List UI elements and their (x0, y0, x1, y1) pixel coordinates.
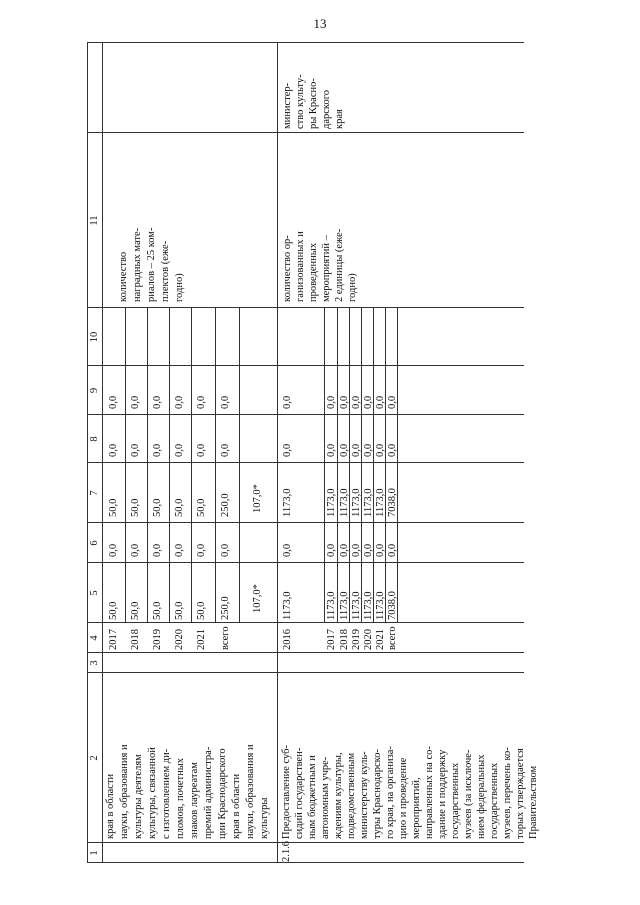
column-rule (87, 562, 524, 563)
subrow-rule (191, 308, 192, 623)
item-description-line: здание и поддержку (437, 749, 448, 839)
value-cell: 0,0 (351, 543, 362, 557)
item-description-line: культуры (259, 797, 270, 839)
column-rule (87, 414, 524, 415)
column-rule (87, 132, 524, 133)
value-cell: 7038,0 (387, 488, 398, 517)
year-cell: 2020 (363, 629, 374, 650)
year-cell: 2017 (108, 629, 119, 650)
rotated-table (87, 43, 539, 863)
value-cell: 7038,0 (387, 591, 398, 620)
subrow-rule (147, 308, 148, 623)
item-description-line: науки, образования и (119, 744, 130, 839)
column-rule (87, 842, 524, 843)
asterisk-value: 107,0* (252, 484, 263, 513)
item-description-line: ным бюджетным и (307, 755, 318, 839)
responsible-text: ры Красно- (308, 78, 319, 129)
responsible-text: края (334, 109, 345, 129)
value-cell: 1173,0 (375, 591, 386, 620)
column-header-4: 4 (89, 635, 100, 641)
value-cell: 0,0 (282, 443, 293, 457)
item-description-line: туры Краснодарско- (372, 749, 383, 839)
value-cell: 0,0 (363, 395, 374, 409)
subrow-rule (324, 308, 325, 623)
value-cell: 50,0 (108, 601, 119, 620)
value-cell: 0,0 (196, 543, 207, 557)
value-cell: 50,0 (130, 498, 141, 517)
item-description-line: подведомственным (346, 752, 357, 839)
subrow-rule (361, 308, 362, 623)
year-cell: 2020 (174, 629, 185, 650)
item-description-line: автономным учре- (320, 756, 331, 839)
indicator-text: количество ор- (282, 235, 293, 302)
subrow-rule (277, 308, 278, 623)
value-cell: 1173,0 (326, 488, 337, 517)
column-header-8: 8 (89, 436, 100, 442)
value-cell: 0,0 (339, 443, 350, 457)
item-description-line: государственных (489, 762, 500, 839)
item-description-line: культуры, связанной (147, 747, 158, 839)
indicator-text: 2 единицы (еже- (334, 228, 345, 302)
subrow-rule (215, 308, 216, 623)
item-description-line: Предоставление суб- (281, 745, 292, 839)
item-description-line: края в области (231, 773, 242, 839)
item-description-line: нием федеральных (476, 754, 487, 839)
value-cell: 0,0 (130, 443, 141, 457)
subrow-rule (239, 463, 240, 523)
value-cell: 0,0 (326, 543, 337, 557)
value-cell: 0,0 (375, 543, 386, 557)
item-description-line: культуры деятелям (133, 754, 144, 839)
year-cell: 2019 (152, 629, 163, 650)
value-cell: 0,0 (363, 443, 374, 457)
value-cell: 0,0 (387, 443, 398, 457)
responsible-text: дарского (321, 89, 332, 129)
item-description-line: го края, на организа- (385, 746, 396, 839)
value-cell: 0,0 (326, 443, 337, 457)
item-description-line: ции Краснодарского (217, 748, 228, 839)
item-description-line: сидий государствен- (294, 747, 305, 839)
column-header-3: 3 (89, 660, 100, 666)
item-description-line: ждениям культуры, (333, 752, 344, 839)
value-cell: 0,0 (174, 395, 185, 409)
responsible-text: ство культу- (295, 74, 306, 129)
column-header-7: 7 (89, 490, 100, 496)
item-description-line: края в области (105, 773, 116, 839)
column-rule (87, 42, 524, 43)
subrow-rule (102, 308, 103, 623)
item-description-line: Правительством (528, 765, 539, 839)
value-cell: 50,0 (152, 601, 163, 620)
value-cell: 0,0 (375, 443, 386, 457)
value-cell: 0,0 (152, 543, 163, 557)
subrow-rule (125, 308, 126, 623)
item-description-line: направленных на со- (424, 746, 435, 839)
year-cell: 2017 (326, 629, 337, 650)
value-cell: 0,0 (130, 395, 141, 409)
column-rule (87, 522, 524, 523)
indicator-text: годно) (174, 273, 185, 302)
responsible-text: министер- (282, 82, 293, 129)
value-cell: 0,0 (339, 395, 350, 409)
value-cell: 50,0 (174, 498, 185, 517)
value-cell: 1173,0 (351, 488, 362, 517)
column-header-2: 2 (89, 755, 100, 761)
indicator-text: мероприятий – (321, 235, 332, 302)
column-rule (87, 462, 524, 463)
column-header-9: 9 (89, 387, 100, 394)
item-description-line: мероприятий, (411, 777, 422, 839)
value-cell: 1173,0 (326, 591, 337, 620)
item-description-line: музеев (за исключе- (463, 749, 474, 839)
value-cell: 0,0 (152, 395, 163, 409)
indicator-text: проведенных (308, 242, 319, 302)
value-cell: 0,0 (326, 395, 337, 409)
column-header-6: 6 (89, 540, 100, 546)
value-cell: 0,0 (351, 395, 362, 409)
value-cell: 0,0 (282, 395, 293, 409)
value-cell: 1173,0 (375, 488, 386, 517)
value-cell: 0,0 (339, 543, 350, 557)
value-cell: 0,0 (196, 443, 207, 457)
year-cell: всего (220, 626, 231, 650)
column-header-5: 5 (89, 590, 100, 596)
column-rule (87, 622, 524, 623)
year-cell: 2021 (196, 629, 207, 650)
year-cell: 2018 (339, 629, 350, 650)
column-rule (87, 862, 524, 863)
value-cell: 50,0 (108, 498, 119, 517)
column-rule (87, 307, 524, 308)
item-description-line: знаков лауреатам (189, 762, 200, 839)
subrow-rule (397, 308, 398, 623)
item-number: 2.1.6 (281, 841, 292, 862)
year-cell: 2016 (282, 629, 293, 650)
item-description-line: пломов, почетных (175, 757, 186, 839)
value-cell: 1173,0 (363, 488, 374, 517)
value-cell: 0,0 (220, 443, 231, 457)
value-cell: 0,0 (375, 395, 386, 409)
value-cell: 50,0 (152, 498, 163, 517)
item-description-line: музеев, перечень ко- (502, 747, 513, 839)
column-rule (87, 365, 524, 366)
value-cell: 0,0 (108, 543, 119, 557)
indicator-text: риалов – 25 ком- (146, 227, 157, 302)
value-cell: 0,0 (282, 543, 293, 557)
value-cell: 0,0 (174, 543, 185, 557)
value-cell: 0,0 (152, 443, 163, 457)
item-description-line: науки, образования и (245, 744, 256, 839)
subrow-rule (337, 308, 338, 623)
value-cell: 250,0 (220, 493, 231, 517)
indicator-text: количество (118, 251, 129, 302)
year-cell: всего (387, 626, 398, 650)
value-cell: 1173,0 (282, 488, 293, 517)
indicator-text: наградных мате- (132, 227, 143, 302)
column-header-1: 1 (89, 850, 100, 856)
value-cell: 0,0 (196, 395, 207, 409)
value-cell: 1173,0 (282, 591, 293, 620)
value-cell: 50,0 (130, 601, 141, 620)
value-cell: 0,0 (130, 543, 141, 557)
item-description-line: министерству куль- (359, 751, 370, 839)
item-description-line: с изготовлением ди- (161, 748, 172, 839)
page-number: 13 (313, 16, 327, 31)
item-description-line: премий администра- (203, 746, 214, 839)
value-cell: 1173,0 (351, 591, 362, 620)
item-description-line: торых утверждается (515, 748, 526, 839)
value-cell: 0,0 (387, 543, 398, 557)
item-description-line: цию и проведение (398, 757, 409, 839)
indicator-text: плектов (еже- (160, 240, 171, 302)
column-rule (87, 652, 524, 653)
value-cell: 0,0 (387, 395, 398, 409)
value-cell: 0,0 (174, 443, 185, 457)
value-cell: 50,0 (174, 601, 185, 620)
year-cell: 2019 (351, 629, 362, 650)
item-description-line: государственных (450, 762, 461, 839)
value-cell: 0,0 (351, 443, 362, 457)
value-cell: 1173,0 (363, 591, 374, 620)
asterisk-value: 107,0* (252, 584, 263, 613)
subrow-rule (169, 308, 170, 623)
column-rule (87, 672, 524, 673)
indicator-text: ганизованных и (295, 231, 306, 302)
value-cell: 0,0 (220, 543, 231, 557)
subrow-rule (385, 308, 386, 623)
value-cell: 0,0 (220, 395, 231, 409)
value-cell: 50,0 (196, 601, 207, 620)
value-cell: 250,0 (220, 596, 231, 620)
column-header-11: 11 (89, 215, 100, 226)
year-cell: 2021 (375, 629, 386, 650)
column-header-10: 10 (89, 331, 100, 343)
value-cell: 1173,0 (339, 488, 350, 517)
value-cell: 50,0 (196, 498, 207, 517)
value-cell: 0,0 (108, 443, 119, 457)
indicator-text: годно) (347, 273, 358, 302)
subrow-rule (277, 133, 278, 308)
value-cell: 0,0 (108, 395, 119, 409)
subrow-rule (373, 308, 374, 623)
value-cell: 0,0 (363, 543, 374, 557)
value-cell: 1173,0 (339, 591, 350, 620)
subrow-rule (349, 308, 350, 623)
year-cell: 2018 (130, 629, 141, 650)
